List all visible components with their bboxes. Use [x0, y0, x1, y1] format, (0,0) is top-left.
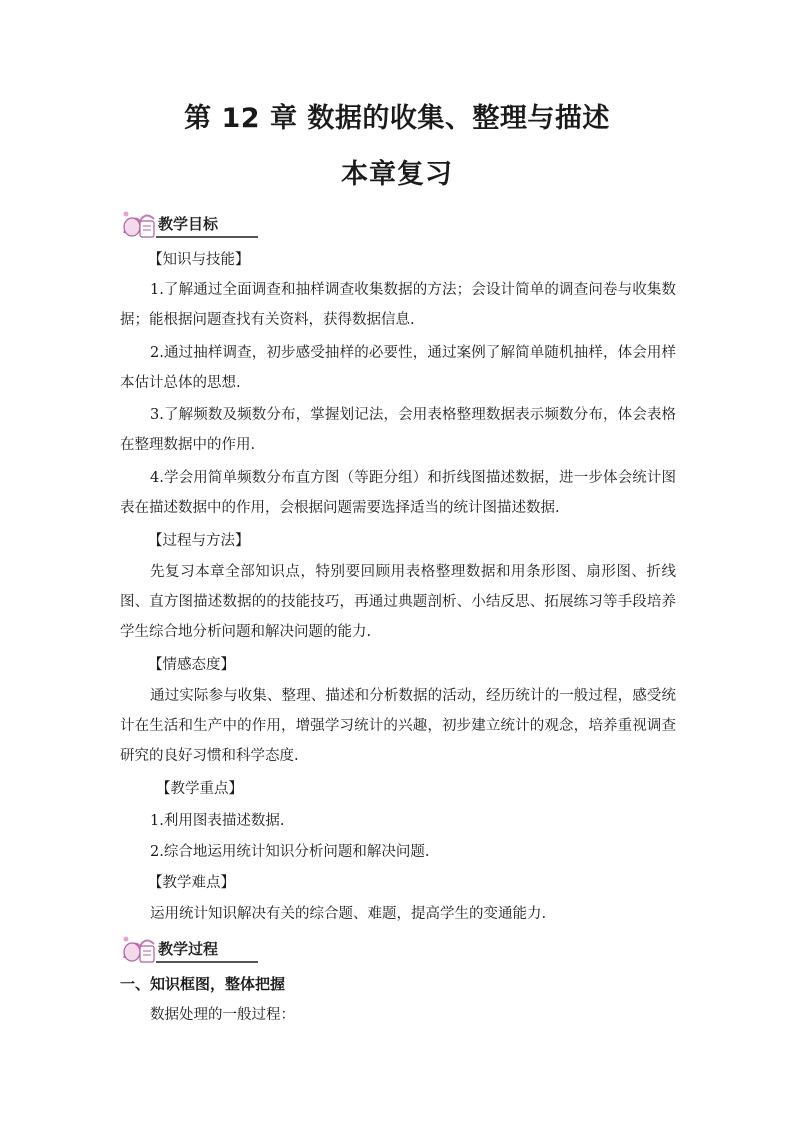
method-heading: 【过程与方法】 — [148, 533, 250, 549]
chapter-title: 第 12 章 数据的收集、整理与描述 — [184, 103, 610, 134]
badge-underline — [156, 236, 258, 238]
knowledge-item-2: 2.通过抽样调查，初步感受抽样的必要性，通过案例了解简单随机抽样，体会用样本估计总体的思想. — [120, 345, 676, 391]
knowledge-item-3: 3.了解频数及频数分布，掌握划记法，会用表格整理数据表示频数分布，体会表格在整理数据中的作用. — [120, 407, 676, 453]
method-text: 先复习本章全部知识点，特别要回顾用表格整理数据和用条形图、扇形图、折线图、直方图描述数据的的技能技巧，再通过典题剖析、小结反思、拓展练习等手段培养学生综合地分析问题和解决问题的能力. — [120, 564, 676, 640]
difficulties-heading: 【教学难点】 — [148, 875, 235, 891]
knowledge-item-1: 1.了解通过全面调查和抽样调查收集数据的方法；会设计简单的调查问卷与收集数据；能根据问题查找有关资料，获得数据信息. — [120, 282, 676, 328]
keypoints-item-1: 1.利用图表描述数据. — [150, 813, 285, 829]
difficulties-text: 运用统计知识解决有关的综合题、难题，提高学生的变通能力. — [150, 906, 547, 922]
process-section-title: 一、知识框图，整体把握 — [120, 975, 286, 993]
attitude-heading: 【情感态度】 — [148, 657, 235, 673]
knowledge-item-4: 4.学会用简单频数分布直方图（等距分组）和折线图描述数据，进一步体会统计图表在描述数据中的作用，会根据问题需要选择适当的统计图描述数据. — [120, 470, 676, 516]
badge-label: 教学过程 — [158, 940, 219, 958]
knowledge-heading: 【知识与技能】 — [148, 252, 250, 268]
attitude-text: 通过实际参与收集、整理、描述和分析数据的活动，经历统计的一般过程，感受统计在生活和生产中的作用，增强学习统计的兴趣，初步建立统计的观念，培养重视调查研究的良好习惯和科学态度. — [120, 688, 676, 764]
process-badge — [118, 932, 258, 966]
process-section-text: 数据处理的一般过程： — [150, 1007, 295, 1023]
chapter-subtitle: 本章复习 — [341, 159, 453, 190]
keypoints-heading: 【教学重点】 — [156, 781, 243, 797]
goals-badge — [118, 207, 258, 241]
keypoints-item-2: 2.综合地运用统计知识分析问题和解决问题. — [150, 844, 430, 860]
badge-underline — [156, 961, 258, 963]
badge-label: 教学目标 — [158, 215, 219, 233]
